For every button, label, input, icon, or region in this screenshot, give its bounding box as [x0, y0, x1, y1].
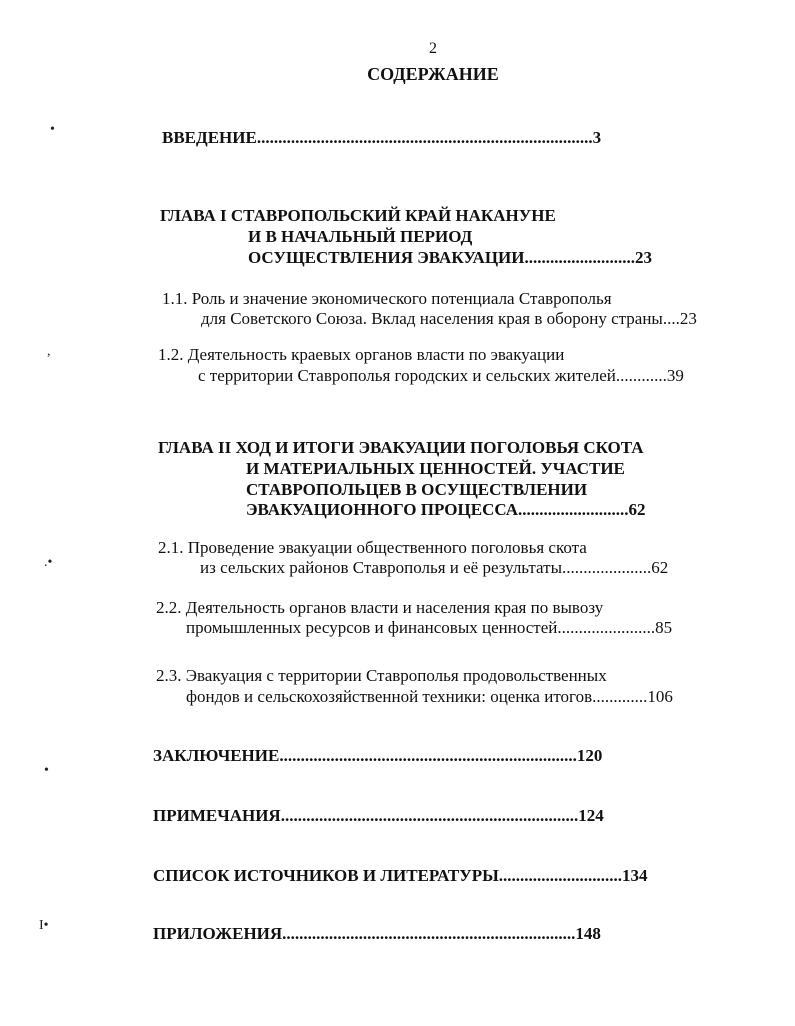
toc-conclusion: ЗАКЛЮЧЕНИЕ......................................................................120	[153, 746, 603, 765]
toc-chapter1-line3: ОСУЩЕСТВЛЕНИЯ ЭВАКУАЦИИ..........................23	[248, 248, 652, 267]
toc-chapter2-line2: И МАТЕРИАЛЬНЫХ ЦЕННОСТЕЙ. УЧАСТИЕ	[246, 459, 625, 478]
toc-section-1-1-line1: 1.1. Роль и значение экономического потенциала Ставрополья	[162, 289, 612, 308]
margin-speck: ,	[47, 344, 51, 359]
toc-section-2-1-line1: 2.1. Проведение эвакуации общественного поголовья скота	[158, 538, 587, 557]
toc-chapter2-line4: ЭВАКУАЦИОННОГО ПРОЦЕССА..........................62	[246, 500, 646, 519]
toc-sources: СПИСОК ИСТОЧНИКОВ И ЛИТЕРАТУРЫ.............................134	[153, 866, 648, 885]
toc-notes: ПРИМЕЧАНИЯ......................................................................124	[153, 806, 604, 825]
margin-speck: •	[44, 763, 49, 778]
toc-section-2-2-line2: промышленных ресурсов и финансовых ценностей.......................85	[186, 618, 673, 637]
margin-speck: .•	[44, 555, 53, 570]
toc-chapter1-line2: И В НАЧАЛЬНЫЙ ПЕРИОД	[248, 227, 473, 246]
page-number: 2	[429, 40, 437, 57]
toc-section-2-3-line2: фондов и сельскохозяйственной техники: оценка итогов.............106	[186, 687, 673, 706]
toc-section-2-1-line2: из сельских районов Ставрополья и её результаты.....................62	[200, 558, 669, 577]
toc-section-1-1-line2: для Советского Союза. Вклад населения края в оборону страны....23	[201, 309, 697, 328]
toc-chapter2-line1: ГЛАВА II ХОД И ИТОГИ ЭВАКУАЦИИ ПОГОЛОВЬЯ СКОТА	[158, 438, 644, 457]
toc-section-2-2-line1: 2.2. Деятельность органов власти и населения края по вывозу	[156, 598, 604, 617]
toc-section-1-2-line2: с территории Ставрополья городских и сельских жителей............39	[198, 366, 684, 385]
toc-section-2-3-line1: 2.3. Эвакуация с территории Ставрополья продовольственных	[156, 666, 607, 685]
margin-speck: •	[50, 122, 55, 137]
toc-section-1-2-line1: 1.2. Деятельность краевых органов власти по эвакуации	[158, 345, 565, 364]
toc-chapter1-line1: ГЛАВА I СТАВРОПОЛЬСКИЙ КРАЙ НАКАНУНЕ	[160, 206, 556, 225]
page-title: СОДЕРЖАНИЕ	[367, 64, 499, 84]
toc-appendix: ПРИЛОЖЕНИЯ.....................................................................148	[153, 924, 601, 943]
toc-intro: ВВЕДЕНИЕ...............................................................................3	[162, 128, 602, 147]
toc-chapter2-line3: СТАВРОПОЛЬЦЕВ В ОСУЩЕСТВЛЕНИИ	[246, 480, 588, 499]
margin-speck: I•	[39, 918, 49, 933]
